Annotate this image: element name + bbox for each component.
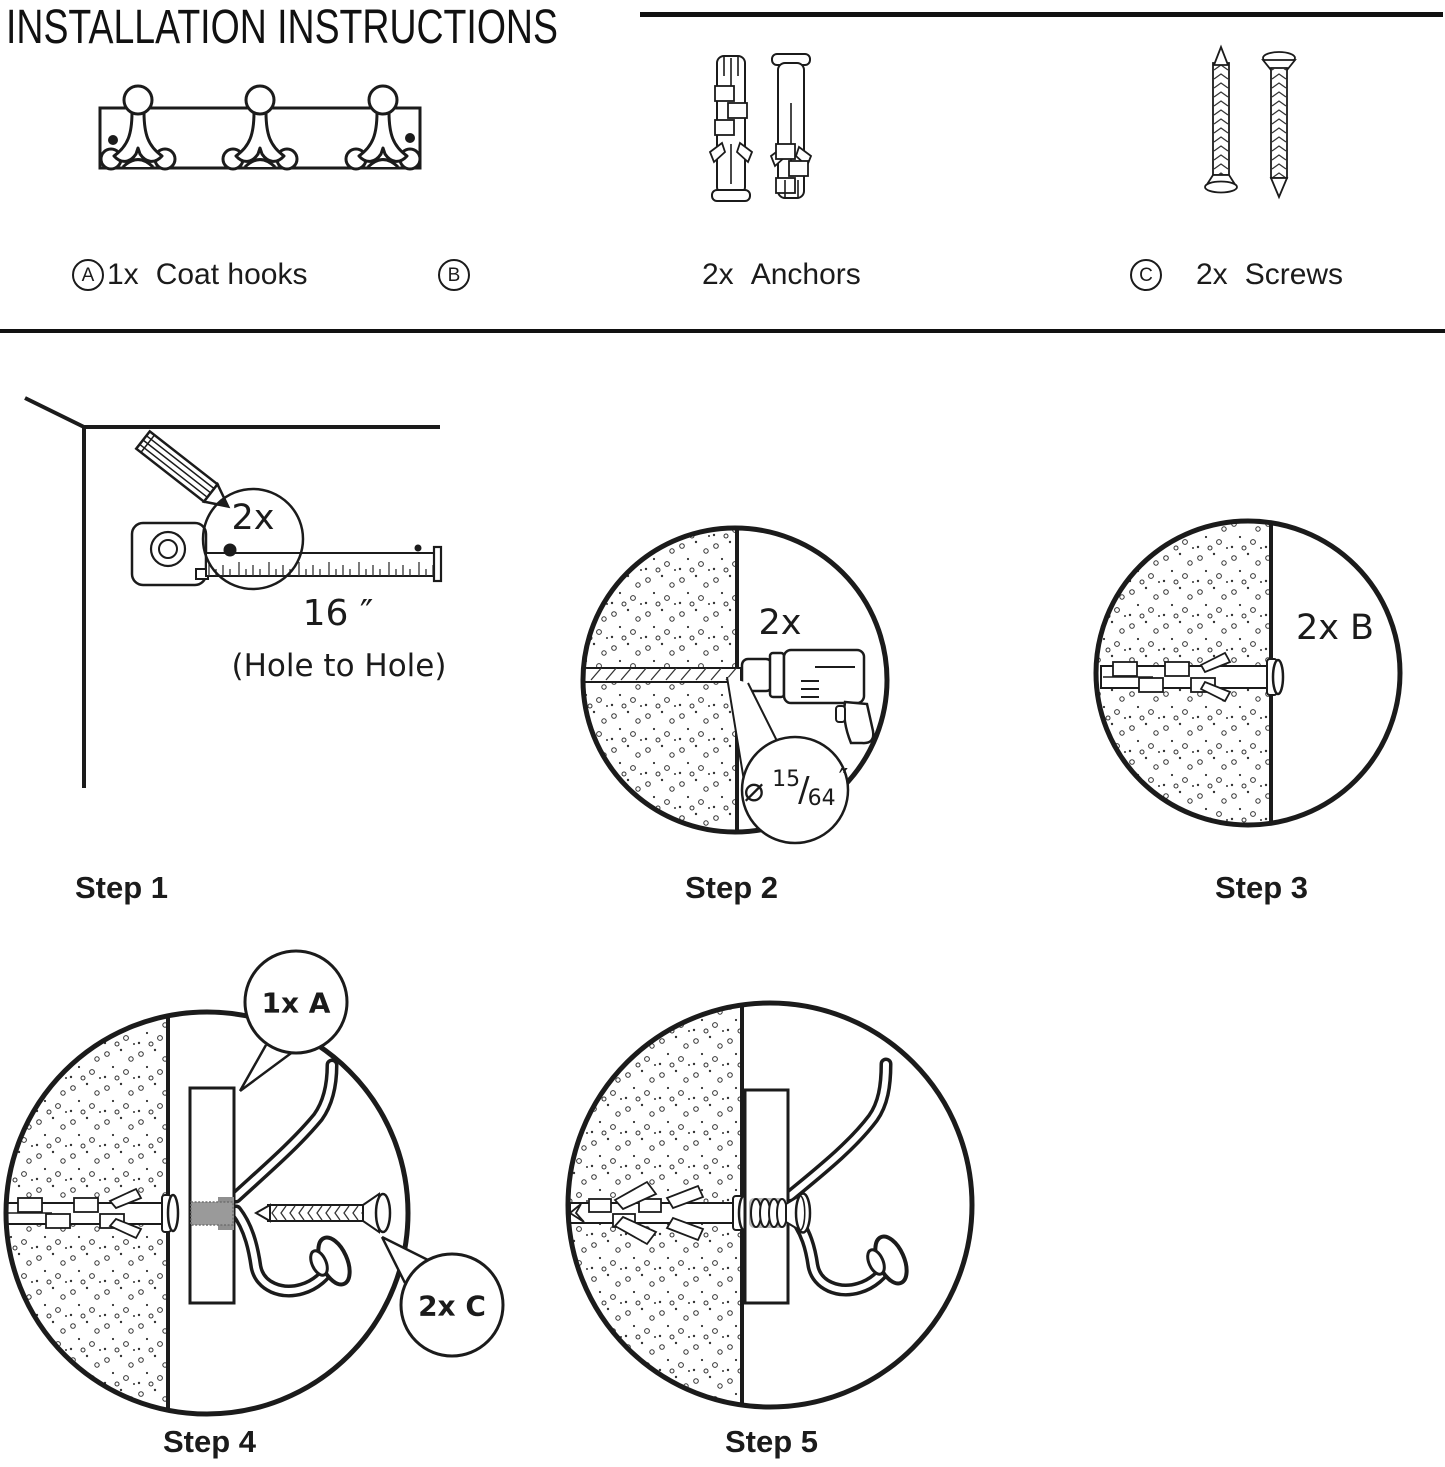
screw-icon xyxy=(1263,52,1295,197)
mount-hole-left xyxy=(108,135,118,145)
title-rule xyxy=(640,12,1443,17)
page-title: INSTALLATION INSTRUCTIONS xyxy=(6,1,558,54)
part-name-a: Coat hooks xyxy=(155,258,308,291)
part-letter-b: B xyxy=(447,264,461,286)
step4-illustration xyxy=(0,945,525,1467)
step3-qty-mark: 2x B xyxy=(1295,608,1375,648)
step4-label: Step 4 xyxy=(163,1424,257,1459)
hook-side-icon xyxy=(790,1064,913,1290)
second-mark-dot xyxy=(415,545,422,552)
step1-distance: 16 ″ xyxy=(302,593,374,634)
part-badge-b xyxy=(438,259,470,291)
mount-hole-right xyxy=(405,133,415,143)
step1-qty-mark: 2x xyxy=(231,498,275,538)
part-badge-a xyxy=(72,259,104,291)
part-qty-a: 1x xyxy=(107,258,139,291)
step1-label: Step 1 xyxy=(75,870,169,905)
part-badge-c xyxy=(1130,259,1162,291)
screw-driven-icon xyxy=(749,1194,810,1233)
step2-label: Step 2 xyxy=(685,870,779,905)
part-label-b xyxy=(702,258,861,292)
drill-bit-icon xyxy=(583,668,741,682)
diameter-symbol: ⌀ xyxy=(743,770,765,810)
step5-label: Step 5 xyxy=(725,1424,819,1459)
step2-illustration xyxy=(575,505,910,850)
anchor-icon xyxy=(710,56,752,201)
coat-hooks-illustration xyxy=(90,80,435,208)
step3-label: Step 3 xyxy=(1215,870,1309,905)
screw-icon xyxy=(1205,47,1237,193)
rail-cross-section xyxy=(745,1090,788,1303)
part-name-b: Anchors xyxy=(750,258,861,291)
step4-callout-screws: 2x C xyxy=(418,1289,486,1323)
part-letter-a: A xyxy=(81,264,95,286)
anchors-illustration xyxy=(705,48,825,213)
rail-cross-section xyxy=(190,1088,234,1303)
pencil-mark-dot xyxy=(224,544,237,557)
step5-illustration xyxy=(555,1000,987,1425)
part-qty-b: 2x xyxy=(702,258,734,291)
part-label-c xyxy=(1196,258,1343,292)
section-divider xyxy=(0,329,1445,333)
part-qty-c: 2x xyxy=(1196,258,1228,291)
screws-illustration xyxy=(1195,45,1305,205)
screw-horizontal-icon xyxy=(256,1194,390,1232)
step2-qty-mark: 2x xyxy=(758,603,802,643)
step4-callout-hooks: 1x A xyxy=(261,986,331,1020)
anchor-icon xyxy=(771,54,811,198)
part-name-c: Screws xyxy=(1244,258,1344,291)
drill-diameter-label: ⌀ 15 / 64 ″ xyxy=(743,764,849,811)
hook-side-icon xyxy=(236,1065,356,1291)
step3-illustration xyxy=(1093,517,1408,832)
step1-illustration xyxy=(0,380,470,800)
step1-distance-note: (Hole to Hole) xyxy=(231,648,447,684)
part-label-a xyxy=(107,258,307,292)
part-letter-c: C xyxy=(1139,264,1153,286)
wall-corner-lines xyxy=(25,398,440,788)
